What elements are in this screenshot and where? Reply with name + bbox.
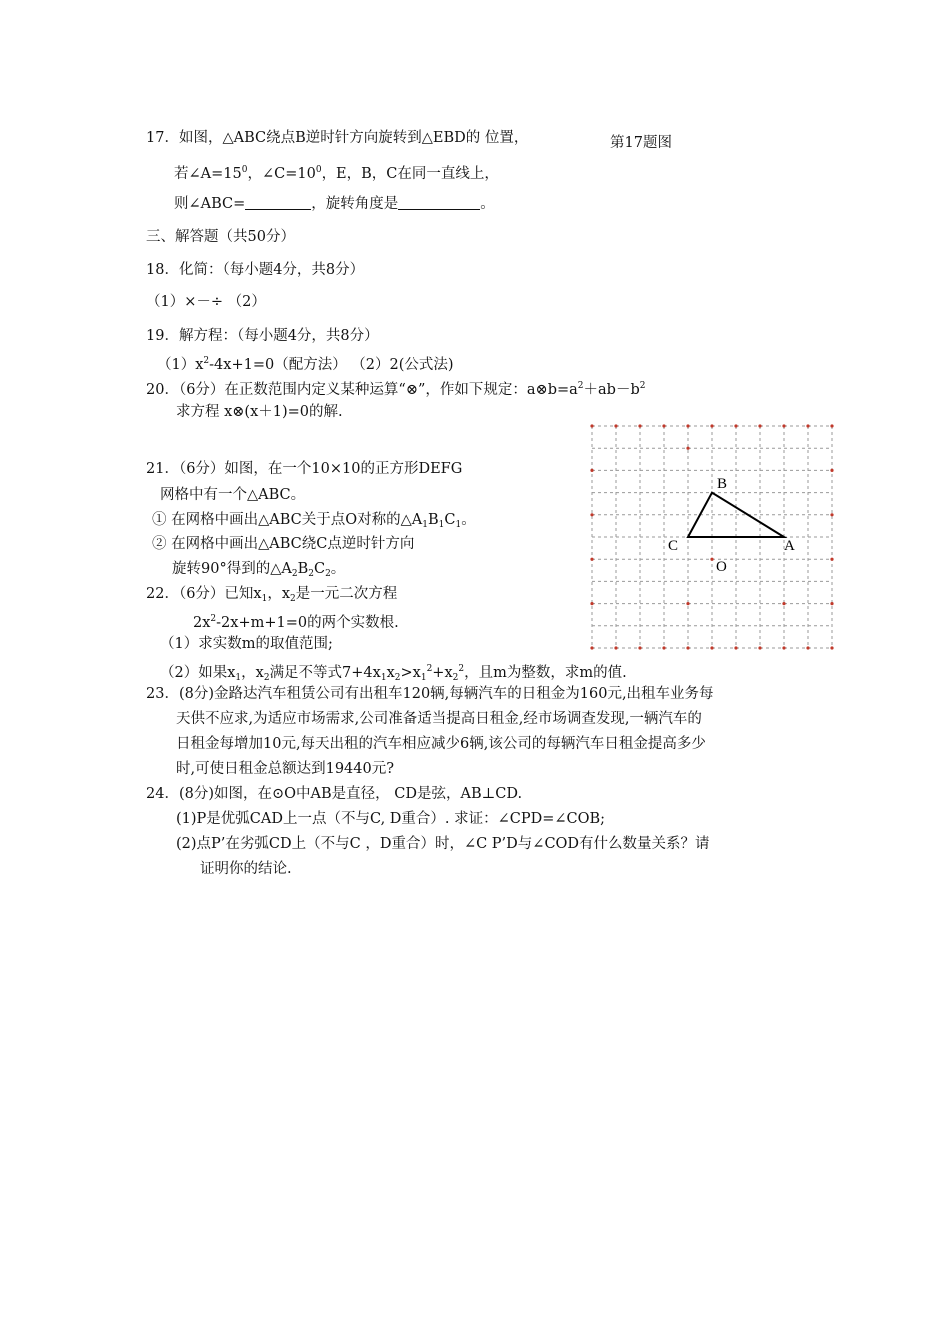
section-heading: 三、解答题（共50分）: [146, 229, 295, 245]
q23-line4: 时,可使日租金总额达到19440元?: [176, 761, 395, 777]
q23-line2: 天供不应求,为适应市场需求,公司准备适当提高日租金,经市场调查发现,一辆汽车的: [176, 711, 702, 727]
q18-items: （1）×－÷ （2）: [146, 294, 266, 310]
answer-blank: [245, 195, 311, 210]
point-label-b: B: [717, 476, 728, 492]
q20-line1: 20．（6分）在正数范围内定义某种运算“⊗”，作如下规定：$a\otimes b=a^2+ab-b^2$: [146, 381, 646, 398]
point-label-o: O: [716, 559, 727, 575]
q23-line1: 23．(8分)金路达汽车租赁公司有出租车120辆,每辆汽车的日租金为160元,出租车业务每: [146, 686, 714, 702]
q20-line2: 求方程 x⊗(x＋1)=0的解.: [176, 404, 343, 420]
point-label-c: C: [668, 538, 679, 554]
q21-line5: 旋转90°得到的$\triangle A_2B_2C_2$。: [172, 561, 346, 579]
q24-line1: 24．(8分)如图，在⊙O中AB是直径， CD是弦，AB⊥CD.: [146, 786, 523, 802]
point-label-a: A: [784, 538, 795, 554]
q17-line3: 则∠ABC= ，旋转角度是 。: [174, 196, 495, 212]
q17-line1: 17．如图，△ABC绕点B逆时针方向旋转到△EBD的 位置，: [146, 130, 529, 146]
q21-line4: ② 在网格中画出△ABC绕C点逆时针方向: [152, 536, 415, 552]
q19-items: $(1)x^2-4x+1=0$（配方法） （2）2(公式法): [157, 356, 454, 373]
q18-title: 18．化简：（每小题4分，共8分）: [146, 262, 365, 278]
q19-title: 19．解方程：（每小题4分，共8分）: [146, 328, 379, 344]
q21-line2: 网格中有一个△ABC。: [160, 487, 306, 503]
q22-item1: （1）求实数m的取值范围;: [160, 636, 333, 652]
q17-figure-caption: 第17题图: [610, 135, 672, 151]
q22-line2: $2x^2-2x+m+1=0$的两个实数根.: [193, 614, 399, 631]
grid-figure: [590, 424, 834, 650]
q22-item2: （2）如果$x_1$，$x_2$满足不等式$7+4x_1x_2>x_1^2+x_2^2$，且m为整数，求m的值.: [160, 664, 627, 683]
q22-line1: 22．（6分）已知$x_1$，$x_2$是一元二次方程: [146, 586, 398, 604]
q24-line2: (1)P是优弧CAD上一点（不与C, D重合）. 求证：∠CPD=∠COB;: [176, 811, 606, 827]
q21-line1: 21．（6分）如图，在一个10×10的正方形DEFG: [146, 461, 463, 477]
answer-blank: [398, 195, 480, 210]
q24-line4: 证明你的结论.: [200, 861, 292, 877]
q24-line3: (2)点P’在劣弧CD上（不与C ，D重合）时，∠C P’D与∠COD有什么数量关系？请: [176, 836, 710, 852]
q21-line3: ① 在网格中画出△ABC关于点O对称的$\triangle A_1B_1C_1$。: [152, 512, 476, 530]
q17-line2: 若$\angle A=15^0$，$\angle C=10^0$，E，B，C在同一直线上，: [174, 165, 499, 182]
q23-line3: 日租金每增加10元,每天出租的汽车相应减少6辆,该公司的每辆汽车日租金提高多少: [176, 736, 706, 752]
